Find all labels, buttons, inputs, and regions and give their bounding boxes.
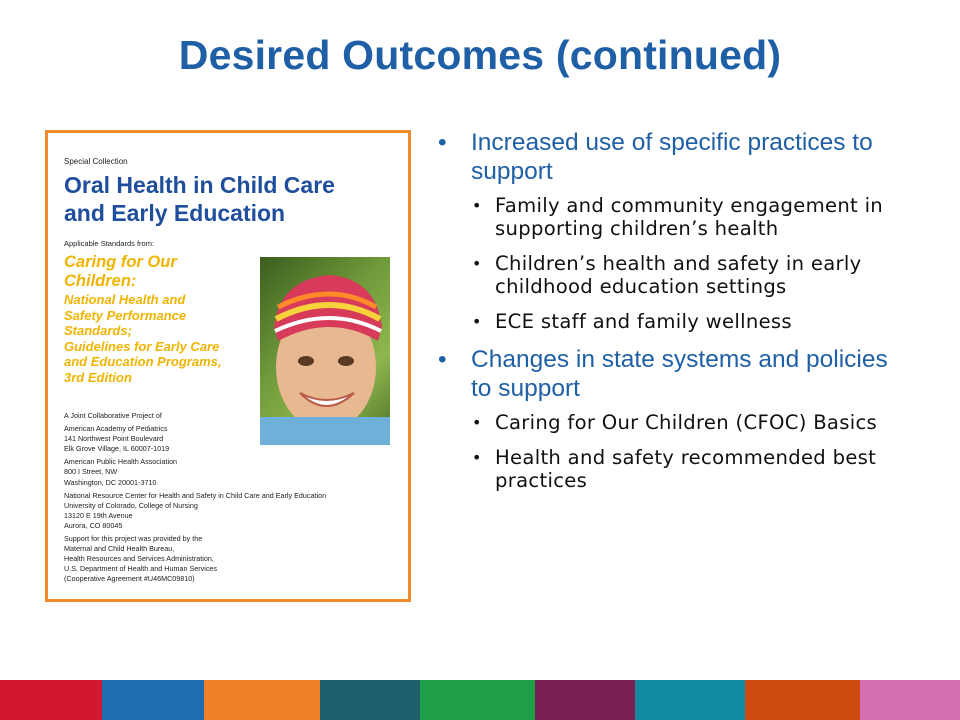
bullet-dot-icon: • (472, 312, 482, 331)
sub-bullet-item (438, 310, 908, 333)
cover-org-line: 800 I Street, NW (64, 467, 118, 477)
cover-org-line: 141 Northwest Point Boulevard (64, 434, 164, 444)
color-stripe (635, 680, 745, 720)
cover-org-line: Elk Grove Village, IL 60007-1019 (64, 444, 170, 454)
cover-org-line: A Joint Collaborative Project of (64, 411, 162, 420)
cover-org-line: 13120 E 19th Avenue (64, 510, 133, 520)
cover-org-line: American Academy of Pediatrics (64, 424, 168, 434)
slide-title: Desired Outcomes (continued) (178, 32, 782, 78)
color-stripe (860, 680, 960, 720)
bullet-text: Increased use of specific practices to support (471, 129, 873, 185)
sub-bullet-text: ECE staff and family wellness (495, 310, 792, 333)
sub-bullet-item (438, 194, 908, 240)
bullet-dot-icon: • (438, 346, 447, 373)
cover-org-line: American Public Health Association (64, 457, 178, 467)
cover-org-line: Washington, DC 20001-3710 (64, 477, 157, 487)
footer-color-bar (0, 680, 960, 720)
sub-bullet-item (438, 411, 908, 434)
sub-bullet-item (438, 252, 908, 298)
cover-subtitle-line: 3rd Edition (64, 369, 132, 385)
color-stripe (102, 680, 204, 720)
cover-subtitle-line: and Education Programs, (64, 354, 222, 369)
cover-cfoc-title (64, 253, 269, 291)
color-stripe (320, 680, 420, 720)
sub-bullet-text: Family and community engagement in supporting children’s health (495, 194, 884, 240)
bullet-dot-icon: • (472, 254, 482, 273)
color-stripe (204, 680, 320, 720)
bullet-item (438, 345, 908, 403)
sub-bullet-text: Caring for Our Children (CFOC) Basics (495, 411, 878, 434)
cover-org-line: Support for this project was provided by the (64, 534, 203, 544)
color-stripe (535, 680, 635, 720)
cover-org-line: Aurora, CO 80045 (64, 520, 123, 530)
cover-org-line: (Cooperative Agreement #U46MC09810) (64, 574, 195, 584)
bullet-text: Changes in state systems and policies to support (471, 346, 888, 402)
bullet-dot-icon: • (472, 196, 482, 215)
cover-org-line: Health Resources and Services Administration, (64, 554, 214, 564)
cover-cfoc-line: Children: (64, 272, 137, 290)
cover-title-line: and Early Education (64, 200, 286, 226)
cover-organizations (64, 411, 384, 585)
sub-bullet-item (438, 446, 908, 492)
bullet-list (438, 128, 908, 504)
bullet-dot-icon: • (438, 129, 447, 156)
cover-subtitle (64, 292, 269, 385)
cover-subtitle-line: Safety Performance (64, 307, 187, 323)
book-cover (45, 130, 411, 602)
cover-subtitle-line: Guidelines for Early Care (64, 338, 220, 354)
cover-title (64, 171, 394, 227)
bullet-item (438, 128, 908, 186)
cover-special-collection: Special Collection (64, 157, 128, 166)
cover-org-line: Maternal and Child Health Bureau, (64, 544, 175, 554)
cover-subtitle-line: Standards; (64, 323, 132, 338)
sub-bullet-text: Health and safety recommended best practices (495, 446, 877, 492)
bullet-dot-icon: • (472, 413, 482, 432)
sub-bullet-text: Children’s health and safety in early childhood education settings (495, 252, 862, 298)
cover-org-line: U.S. Department of Health and Human Services (64, 564, 218, 574)
cover-org-line: University of Colorado, College of Nursing (64, 500, 198, 510)
bullet-dot-icon: • (472, 448, 482, 467)
cover-applicable: Applicable Standards from: (64, 239, 155, 248)
cover-org-line: National Resource Center for Health and Safety in Child Care and Early Education (64, 490, 327, 500)
cover-title-line: Oral Health in Child Care (64, 172, 335, 198)
cover-cfoc-line: Caring for Our (64, 253, 177, 271)
cover-subtitle-line: National Health and (64, 292, 186, 307)
color-stripe (745, 680, 860, 720)
color-stripe (420, 680, 535, 720)
color-stripe (0, 680, 102, 720)
